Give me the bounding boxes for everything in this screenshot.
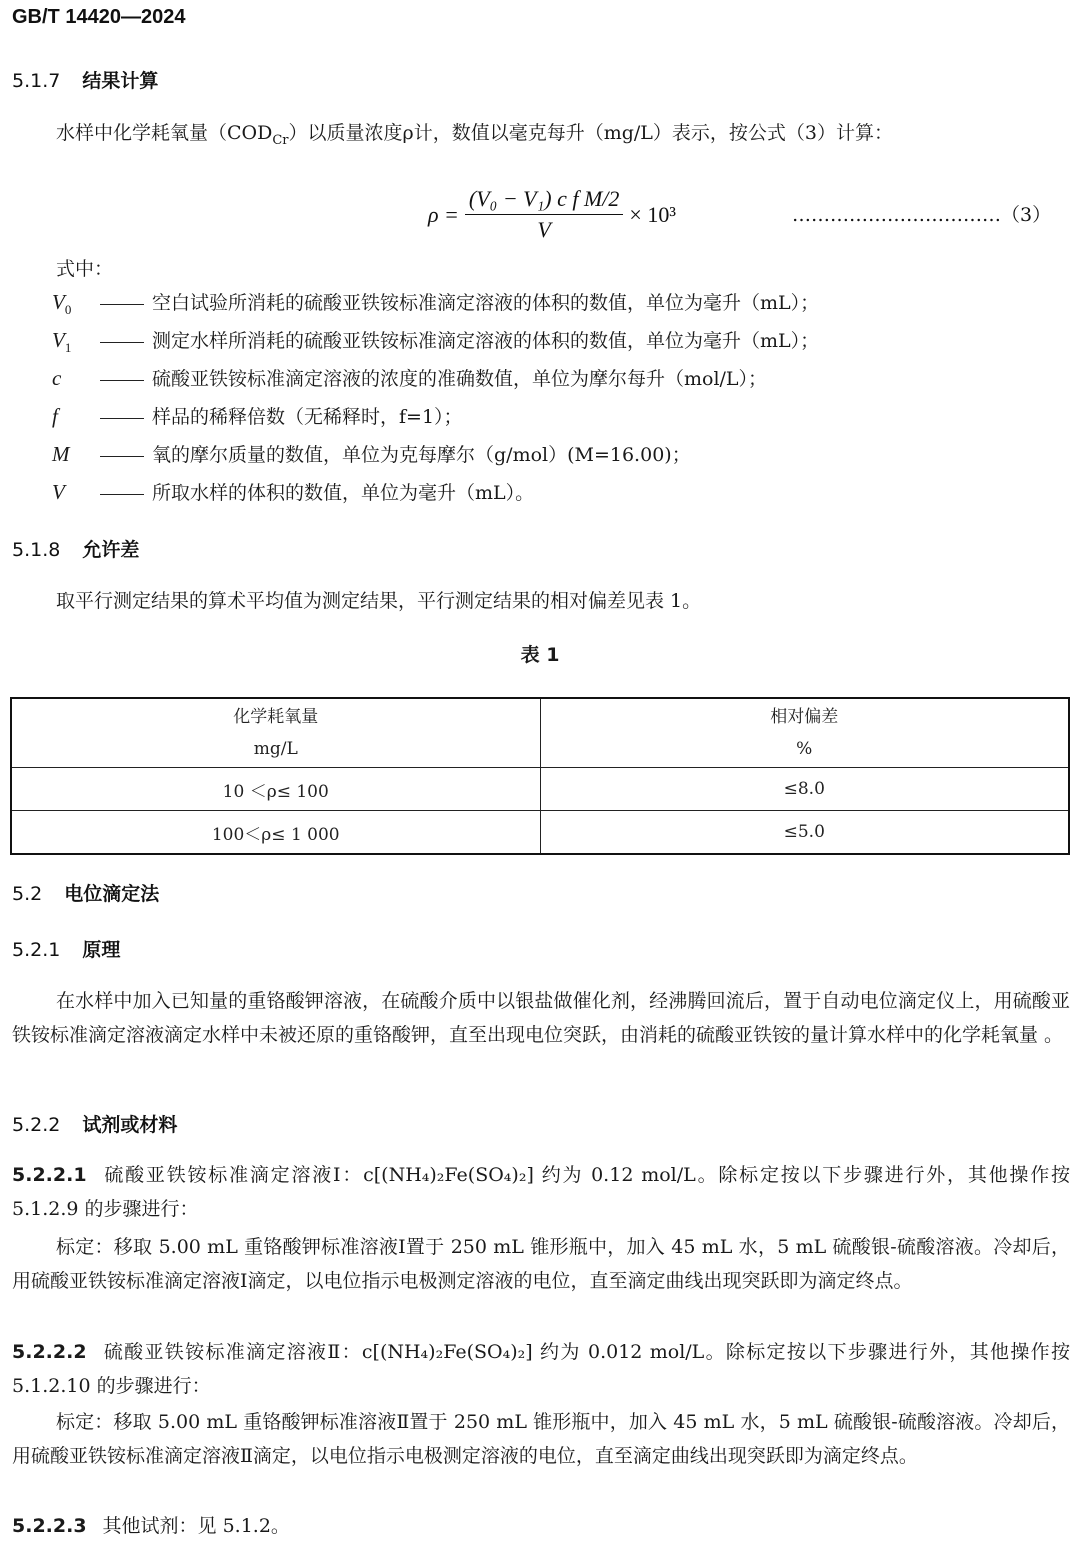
clause-number: 5.2.2.1	[12, 1164, 87, 1186]
formula-lhs: ρ =	[428, 201, 459, 227]
section-5-2-2-2-calibration: 标定：移取 5.00 mL 重铬酸钾标准溶液Ⅱ置于 250 mL 锥形瓶中，加入 45 mL 水，5 mL 硫酸银-硫酸溶液。冷却后，用硫酸亚铁铵标准滴定溶液Ⅱ滴定，以电位指示电极测定溶液的电位，直至滴定曲线出现突跃即为滴定终点。	[12, 1411, 1070, 1467]
em-dash-line	[100, 342, 144, 343]
section-5-2-heading	[12, 879, 159, 906]
clause-body: 其他试剂：见 5.1.2。	[102, 1515, 290, 1537]
table-cell-deviation: ≤8.0	[540, 768, 1069, 811]
variable-row	[52, 402, 463, 436]
section-5-2-2-1	[12, 1158, 1070, 1226]
table-1	[10, 697, 1070, 855]
formula-numerator: (V₀ − V₁) c f M/2	[465, 186, 624, 215]
em-dash-line	[100, 456, 144, 457]
clause-number: 5.2.2.3	[12, 1515, 87, 1537]
section-title: 电位滴定法	[64, 883, 160, 905]
section-5-1-8-heading	[12, 535, 139, 562]
variable-description: 硫酸亚铁铵标准滴定溶液的浓度的准确数值，单位为摩尔每升（mol/L）；	[152, 368, 768, 390]
section-title: 结果计算	[82, 70, 159, 92]
clause-body: 硫酸亚铁铵标准滴定溶液Ⅱ：c[(NH₄)₂Fe(SO₄)₂] 约为 0.012 mol/L。除标定按以下步骤进行外，其他操作按 5.1.2.10 的步骤进行：	[12, 1341, 1070, 1397]
section-number: 5.2	[12, 883, 43, 905]
variable-symbol: $V_1$	[52, 328, 72, 356]
section-number: 5.2.2	[12, 1114, 61, 1136]
cod-subscript: Cr	[272, 132, 289, 148]
em-dash-line	[100, 494, 144, 495]
variable-row	[52, 288, 819, 322]
variable-symbol: $V_0$	[52, 290, 72, 318]
section-5-2-2-heading	[12, 1110, 177, 1137]
variable-description: 样品的稀释倍数（无稀释时，f=1）；	[152, 406, 463, 428]
variable-symbol: M	[52, 442, 70, 466]
table-header-row	[11, 698, 1069, 768]
section-5-1-8-body: 取平行测定结果的算术平均值为测定结果，平行测定结果的相对偏差见表 1。	[56, 590, 702, 612]
standard-code: GB/T 14420—2024	[12, 6, 186, 28]
where-label: 式中：	[56, 258, 114, 280]
em-dash-line	[100, 304, 144, 305]
formula-denominator: V	[537, 217, 551, 242]
variable-description: 所取水样的体积的数值，单位为毫升（mL）。	[152, 482, 535, 504]
section-5-2-2-1-calibration: 标定：移取 5.00 mL 重铬酸钾标准溶液Ⅰ置于 250 mL 锥形瓶中，加入 45 mL 水，5 mL 硫酸银-硫酸溶液。冷却后，用硫酸亚铁铵标准滴定溶液Ⅰ滴定，以电位指示电极测定溶液的电位，直至滴定曲线出现突跃即为滴定终点。	[12, 1236, 1070, 1292]
variable-description: 氧的摩尔质量的数值，单位为克每摩尔（g/mol）(M=16.00)；	[152, 444, 691, 466]
formula-fraction	[465, 186, 624, 243]
section-title: 试剂或材料	[82, 1114, 178, 1136]
section-number: 5.2.1	[12, 939, 61, 961]
table-cell-range: 10 ＜ρ≤ 100	[11, 768, 540, 811]
em-dash-line	[100, 418, 144, 419]
table-row	[11, 811, 1069, 855]
header-label: 相对偏差	[770, 707, 839, 727]
formula-multiplier: × 10³	[629, 201, 676, 227]
variable-symbol: V	[52, 480, 65, 504]
header-label: 化学耗氧量	[233, 707, 319, 727]
section-5-2-2-3	[12, 1509, 1070, 1543]
formula-3	[428, 186, 676, 243]
table-header-deviation	[540, 698, 1069, 768]
clause-body: 硫酸亚铁铵标准滴定溶液Ⅰ：c[(NH₄)₂Fe(SO₄)₂] 约为 0.12 mol/L。除标定按以下步骤进行外，其他操作按 5.1.2.9 的步骤进行：	[12, 1164, 1070, 1220]
equation-number: ……………………………（3）	[792, 204, 1052, 226]
section-5-2-2-2	[12, 1335, 1070, 1403]
table-cell-deviation: ≤5.0	[540, 811, 1069, 855]
variable-row	[52, 326, 819, 360]
variable-symbol: f	[52, 404, 58, 428]
variable-description: 测定水样所消耗的硫酸亚铁铵标准滴定溶液的体积的数值，单位为毫升（mL）；	[152, 330, 820, 352]
table-header-cod	[11, 698, 540, 768]
section-5-1-7-intro	[12, 116, 1070, 158]
section-number: 5.1.7	[12, 70, 61, 92]
section-5-2-1-body: 在水样中加入已知量的重铬酸钾溶液，在硫酸介质中以银盐做催化剂，经沸腾回流后，置于自动电位滴定仪上，用硫酸亚铁铵标准滴定溶液滴定水样中未被还原的重铬酸钾，直至出现电位突跃，由消耗的硫酸亚铁铵的量计算水样中的化学耗氧量 。	[12, 990, 1070, 1046]
section-title: 原理	[82, 939, 121, 961]
variable-symbol: c	[52, 366, 62, 390]
table-1-title: 表 1	[520, 644, 560, 666]
variable-description: 空白试验所消耗的硫酸亚铁铵标准滴定溶液的体积的数值，单位为毫升（mL）；	[152, 292, 820, 314]
header-unit: %	[796, 739, 813, 759]
variable-row	[52, 440, 691, 474]
section-5-2-1-heading	[12, 935, 120, 962]
section-5-1-7-heading	[12, 66, 158, 93]
variable-row	[52, 478, 534, 512]
variable-row	[52, 364, 767, 398]
section-title: 允许差	[82, 539, 140, 561]
header-unit: mg/L	[253, 739, 298, 759]
em-dash-line	[100, 380, 144, 381]
intro-text-b: ）以质量浓度ρ计，数值以毫克每升（mg/L）表示，按公式（3）计算：	[288, 122, 893, 144]
table-cell-range: 100＜ρ≤ 1 000	[11, 811, 540, 855]
clause-number: 5.2.2.2	[12, 1341, 87, 1363]
table-row	[11, 768, 1069, 811]
section-number: 5.1.8	[12, 539, 61, 561]
intro-text-a: 水样中化学耗氧量（COD	[56, 122, 273, 144]
